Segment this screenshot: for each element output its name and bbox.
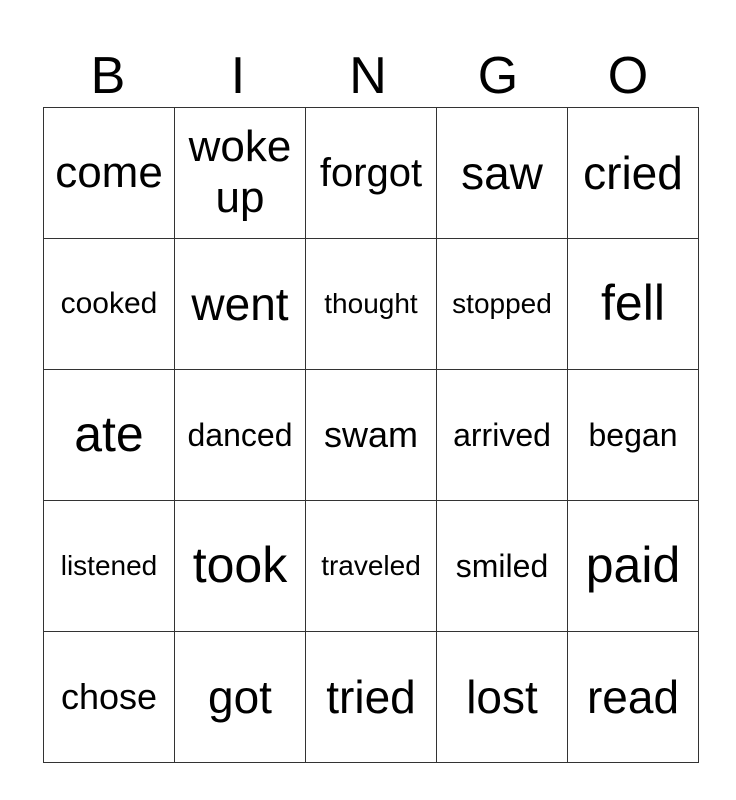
- bingo-cell[interactable]: [437, 501, 568, 632]
- bingo-cell[interactable]: [437, 370, 568, 501]
- cell-word: saw: [461, 146, 543, 199]
- cell-word: fell: [601, 275, 665, 332]
- bingo-cell[interactable]: [44, 370, 175, 501]
- bingo-cell[interactable]: [44, 239, 175, 370]
- bingo-cell[interactable]: [175, 632, 306, 763]
- board-row: [44, 632, 699, 763]
- header-letter-g: G: [477, 47, 519, 105]
- board-row: [44, 239, 699, 370]
- bingo-cell[interactable]: [568, 239, 699, 370]
- bingo-cell[interactable]: [175, 108, 306, 239]
- cell-word: ate: [74, 406, 144, 463]
- cell-word: stopped: [452, 287, 552, 319]
- bingo-cell[interactable]: [175, 370, 306, 501]
- cell-word: smiled: [455, 547, 549, 584]
- bingo-cell[interactable]: [44, 632, 175, 763]
- cell-word: woke up: [188, 122, 292, 222]
- header-letter-o: O: [607, 47, 649, 105]
- bingo-cell[interactable]: [306, 108, 437, 239]
- cell-word: cried: [583, 146, 683, 199]
- bingo-cell[interactable]: [437, 632, 568, 763]
- cell-word: thought: [324, 287, 418, 319]
- cell-word: come: [55, 147, 163, 197]
- bingo-cell[interactable]: [306, 632, 437, 763]
- cell-word: lost: [466, 670, 538, 723]
- bingo-cell[interactable]: [437, 108, 568, 239]
- bingo-cell[interactable]: [175, 501, 306, 632]
- bingo-cell[interactable]: [568, 501, 699, 632]
- cell-word: listened: [60, 549, 158, 581]
- header-letter-n: N: [349, 47, 387, 105]
- cell-word: went: [191, 277, 289, 330]
- bingo-cell[interactable]: [175, 239, 306, 370]
- bingo-cell[interactable]: [437, 239, 568, 370]
- cell-word: danced: [187, 416, 293, 453]
- cell-word: tried: [326, 670, 416, 723]
- board-row: [44, 370, 699, 501]
- bingo-board: [43, 107, 699, 763]
- header-letter-i: I: [230, 47, 246, 105]
- cell-word: took: [192, 537, 288, 594]
- cell-word: read: [586, 670, 680, 723]
- bingo-cell[interactable]: [306, 239, 437, 370]
- bingo-cell[interactable]: [306, 501, 437, 632]
- bingo-cell[interactable]: [44, 501, 175, 632]
- board-row: [44, 501, 699, 632]
- cell-word: chose: [60, 676, 158, 718]
- cell-word: got: [208, 670, 272, 723]
- cell-word: traveled: [321, 549, 421, 581]
- bingo-cell[interactable]: [568, 108, 699, 239]
- cell-word: began: [588, 416, 678, 453]
- board-row: [44, 108, 699, 239]
- header-letter-b: B: [90, 47, 126, 105]
- bingo-cell[interactable]: [568, 632, 699, 763]
- bingo-cell[interactable]: [44, 108, 175, 239]
- cell-word: arrived: [453, 416, 551, 453]
- cell-word: forgot: [319, 151, 423, 195]
- cell-word: swam: [323, 414, 418, 456]
- bingo-header: [43, 46, 693, 106]
- bingo-cell[interactable]: [568, 370, 699, 501]
- cell-word: paid: [585, 537, 681, 594]
- bingo-cell[interactable]: [306, 370, 437, 501]
- cell-word: cooked: [60, 286, 158, 320]
